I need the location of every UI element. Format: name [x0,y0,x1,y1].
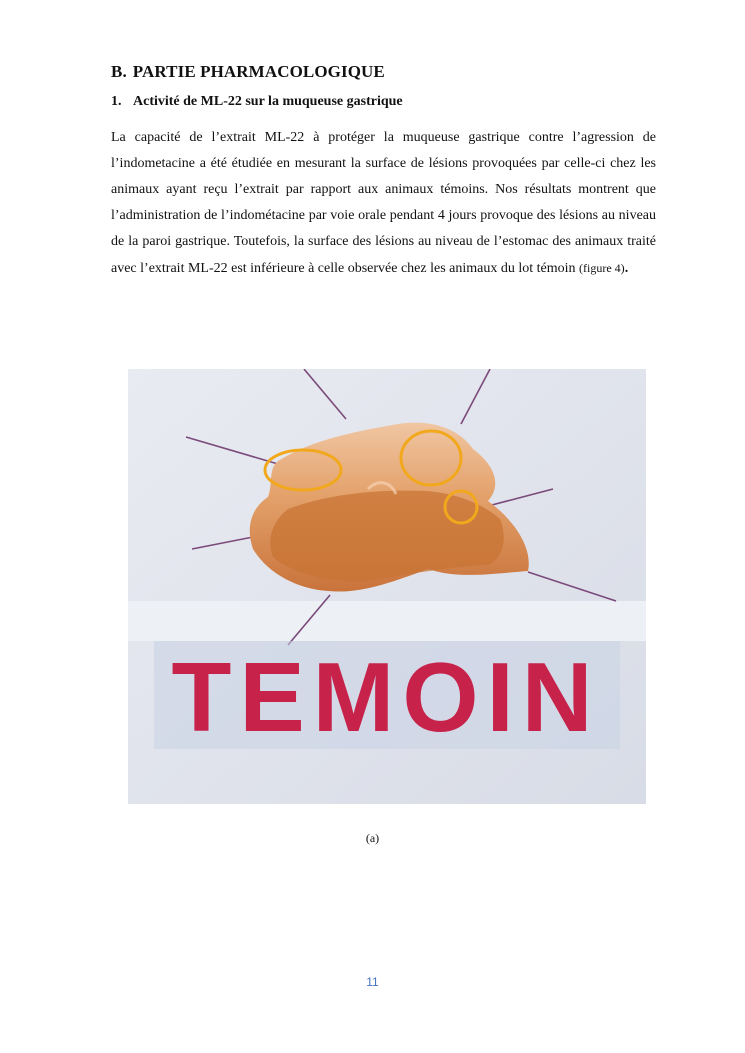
page-number: 11 [366,975,379,989]
stomach-photo [128,369,646,804]
paper-strip [128,601,646,641]
figure-reference: (figure 4) [579,261,625,275]
subsection-number: 1. [111,94,122,109]
paragraph-end: . [624,261,629,276]
temoin-label: TEMOIN [171,642,601,752]
subsection-heading [111,94,403,110]
body-paragraph [111,125,656,282]
section-heading [111,62,385,82]
section-title: PARTIE PHARMACOLOGIQUE [132,62,385,81]
figure-photo [128,369,646,804]
figure-caption: (a) [365,831,380,845]
subsection-title: Activité de ML-22 sur la muqueuse gastrique [133,94,403,109]
section-letter: B. [111,62,127,81]
paragraph-text: La capacité de l’extrait ML-22 à protéger la muqueuse gastrique contre l’agression de l’indometacine a été étudiée en mesurant la surface de lésions provoquées par celle-ci chez les animaux ayant reçu l’extrait par rapport aux animaux témoins. Nos résultats montrent que l’administration de l’indométacine par voie orale pendant 4 jours provoque des lésions au niveau de la paroi gastrique. Toutefois, la surface des lésions au niveau de l’estomac des animaux traité avec l’extrait ML-22 est inférieure à celle observée chez les animaux du lot témoin [111,130,656,276]
